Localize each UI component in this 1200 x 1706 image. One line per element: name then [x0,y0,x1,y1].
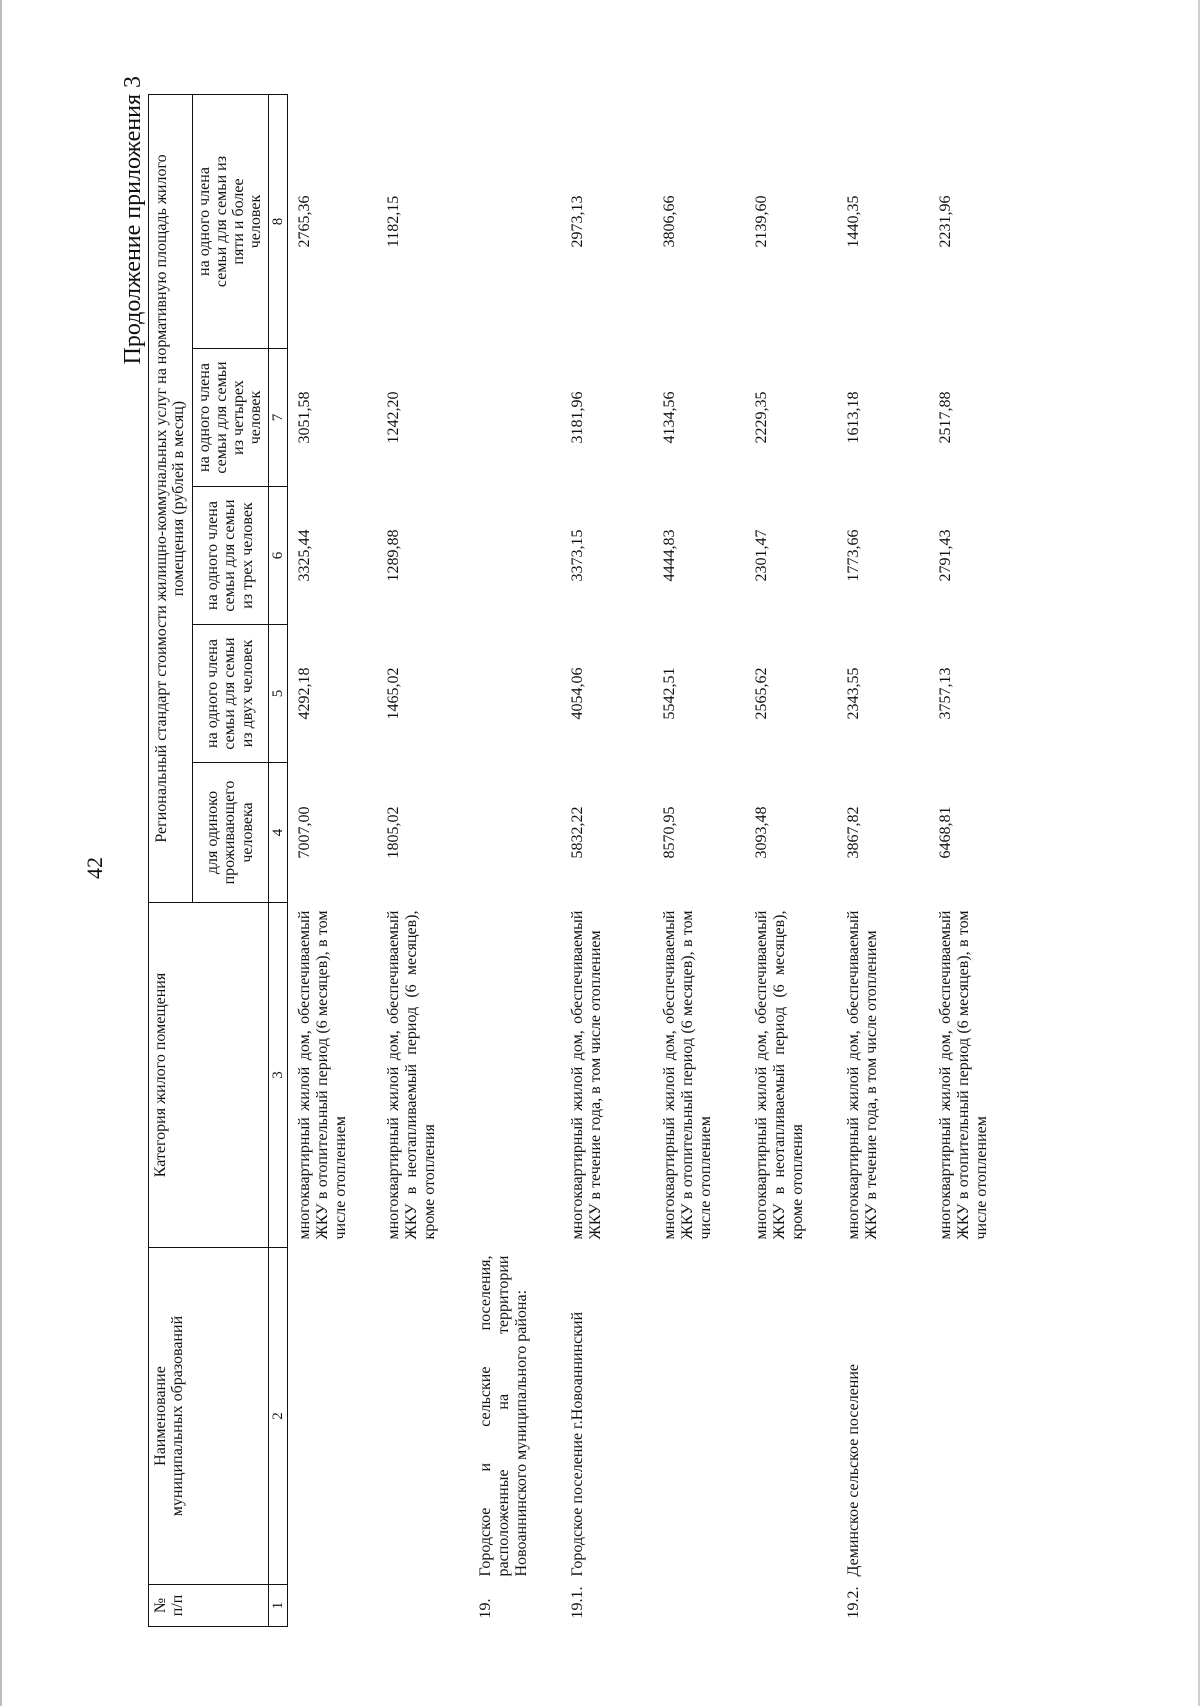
header-sub-4: на одного члена семьи для семьи из четырех человек [192,349,268,487]
value-four: 2517,88 [937,391,955,444]
row-num [377,1585,469,1627]
value-two: 2343,55 [845,667,863,720]
value-two: 2565,62 [753,667,771,720]
row-category: многоквартирный жилой дом, обеспечиваемый ЖКУ в неотапливаемый период (6 месяцев), кроме отопления [753,910,807,1240]
value-single: 3867,82 [845,806,863,859]
table-row [561,95,653,1627]
row-municipality [287,1248,377,1585]
row-municipality: Городское поселение г.Новоаннинский [569,1311,587,1577]
row-category [469,903,561,1248]
value-two [469,625,561,763]
header-category: Категория жилого помещения [149,903,269,1248]
value-three: 2301,47 [753,529,771,582]
row-category: многоквартирный жилой дом, обеспечиваемый ЖКУ в неотапливаемый период (6 месяцев), кроме отопления [385,910,439,1240]
row-category: многоквартирный жилой дом, обеспечиваемый ЖКУ в течение года, в том числе отоплением [569,910,605,1240]
table-row [745,95,837,1627]
value-single: 8570,95 [661,806,679,859]
row-num [287,1585,377,1627]
row-municipality [745,1248,837,1585]
value-four: 2229,35 [753,391,771,444]
header-sub-5: на одного члена семьи для семьи из пяти и более человек [192,95,268,349]
value-four: 4134,56 [661,391,679,444]
value-three: 3325,44 [295,529,313,582]
value-three: 2791,43 [937,529,955,582]
page-number: 42 [82,857,107,879]
value-three: 1773,66 [845,529,863,582]
value-single: 6468,81 [937,806,955,859]
row-category: многоквартирный жилой дом, обеспечиваемый ЖКУ в отопительный период (6 месяцев), в том числе отоплением [661,910,715,1240]
header-name: Наименование муниципальных образований [149,1248,269,1585]
value-single [469,763,561,903]
table-row [653,95,745,1627]
row-municipality [377,1248,469,1585]
value-two: 3757,13 [937,667,955,720]
column-number: 8 [268,95,287,349]
row-num: 19.2. [845,1586,863,1619]
standards-table [148,94,1021,1627]
row-num [653,1585,745,1627]
header-standard: Региональный стандарт стоимости жилищно-коммунальных услуг на нормативную площадь жилого помещения (рублей в месяц) [149,95,193,903]
table-row [837,95,929,1627]
column-number: 5 [268,625,287,763]
table-header [149,95,288,1627]
value-two: 4292,18 [295,667,313,720]
value-five-plus: 1182,15 [385,195,403,248]
header-num: № п/п [149,1585,269,1627]
value-two: 5542,51 [661,667,679,720]
row-num [745,1585,837,1627]
value-three: 1289,88 [385,529,403,582]
row-num [929,1585,1021,1627]
table-body [287,95,1021,1627]
column-number: 3 [268,903,287,1248]
row-num: 19.1. [569,1586,587,1619]
table-row [929,95,1021,1627]
value-five-plus: 3806,66 [661,195,679,248]
value-three: 4444,83 [661,529,679,582]
value-four: 1242,20 [385,391,403,444]
value-five-plus: 2231,96 [937,195,955,248]
row-municipality: Деминское сельское поселение [845,1363,863,1577]
value-five-plus: 1440,35 [845,195,863,248]
value-single: 7007,00 [295,806,313,859]
column-number: 2 [268,1248,287,1585]
value-two: 1465,02 [385,667,403,720]
value-five-plus: 2139,60 [753,195,771,248]
table-row [377,95,469,1627]
value-three [469,487,561,625]
header-sub-2: на одного члена семьи для семьи из двух человек [192,625,268,763]
value-single: 1805,02 [385,806,403,859]
value-three: 3373,15 [569,529,587,582]
value-two: 4054,06 [569,667,587,720]
continuation-title: Продолжение приложения 3 [120,76,146,365]
value-five-plus [469,95,561,349]
column-number: 4 [268,763,287,903]
row-municipality [653,1248,745,1585]
row-category: многоквартирный жилой дом, обеспечиваемый ЖКУ в течение года, в том числе отоплением [845,910,881,1240]
row-municipality: Городское и сельские поселения, расположенные на территории Новоаннинского муниципального района: [477,1255,531,1577]
value-four: 3181,96 [569,391,587,444]
value-five-plus: 2973,13 [569,195,587,248]
value-four [469,349,561,487]
row-municipality [929,1248,1021,1585]
table-row [469,95,561,1627]
value-single: 3093,48 [753,806,771,859]
column-number: 7 [268,349,287,487]
table-row [287,95,377,1627]
column-number: 6 [268,487,287,625]
row-num: 19. [477,1598,495,1619]
header-sub-1: для одиноко проживающего человека [192,763,268,903]
header-sub-3: на одного члена семьи для семьи из трех человек [192,487,268,625]
value-single: 5832,22 [569,806,587,859]
row-category: многоквартирный жилой дом, обеспечиваемый ЖКУ в отопительный период (6 месяцев), в том числе отоплением [295,910,349,1240]
value-four: 3051,58 [295,391,313,444]
value-four: 1613,18 [845,391,863,444]
row-category: многоквартирный жилой дом, обеспечиваемый ЖКУ в отопительный период (6 месяцев), в том числе отоплением [937,910,991,1240]
column-number: 1 [268,1585,287,1627]
value-five-plus: 2765,36 [295,195,313,248]
